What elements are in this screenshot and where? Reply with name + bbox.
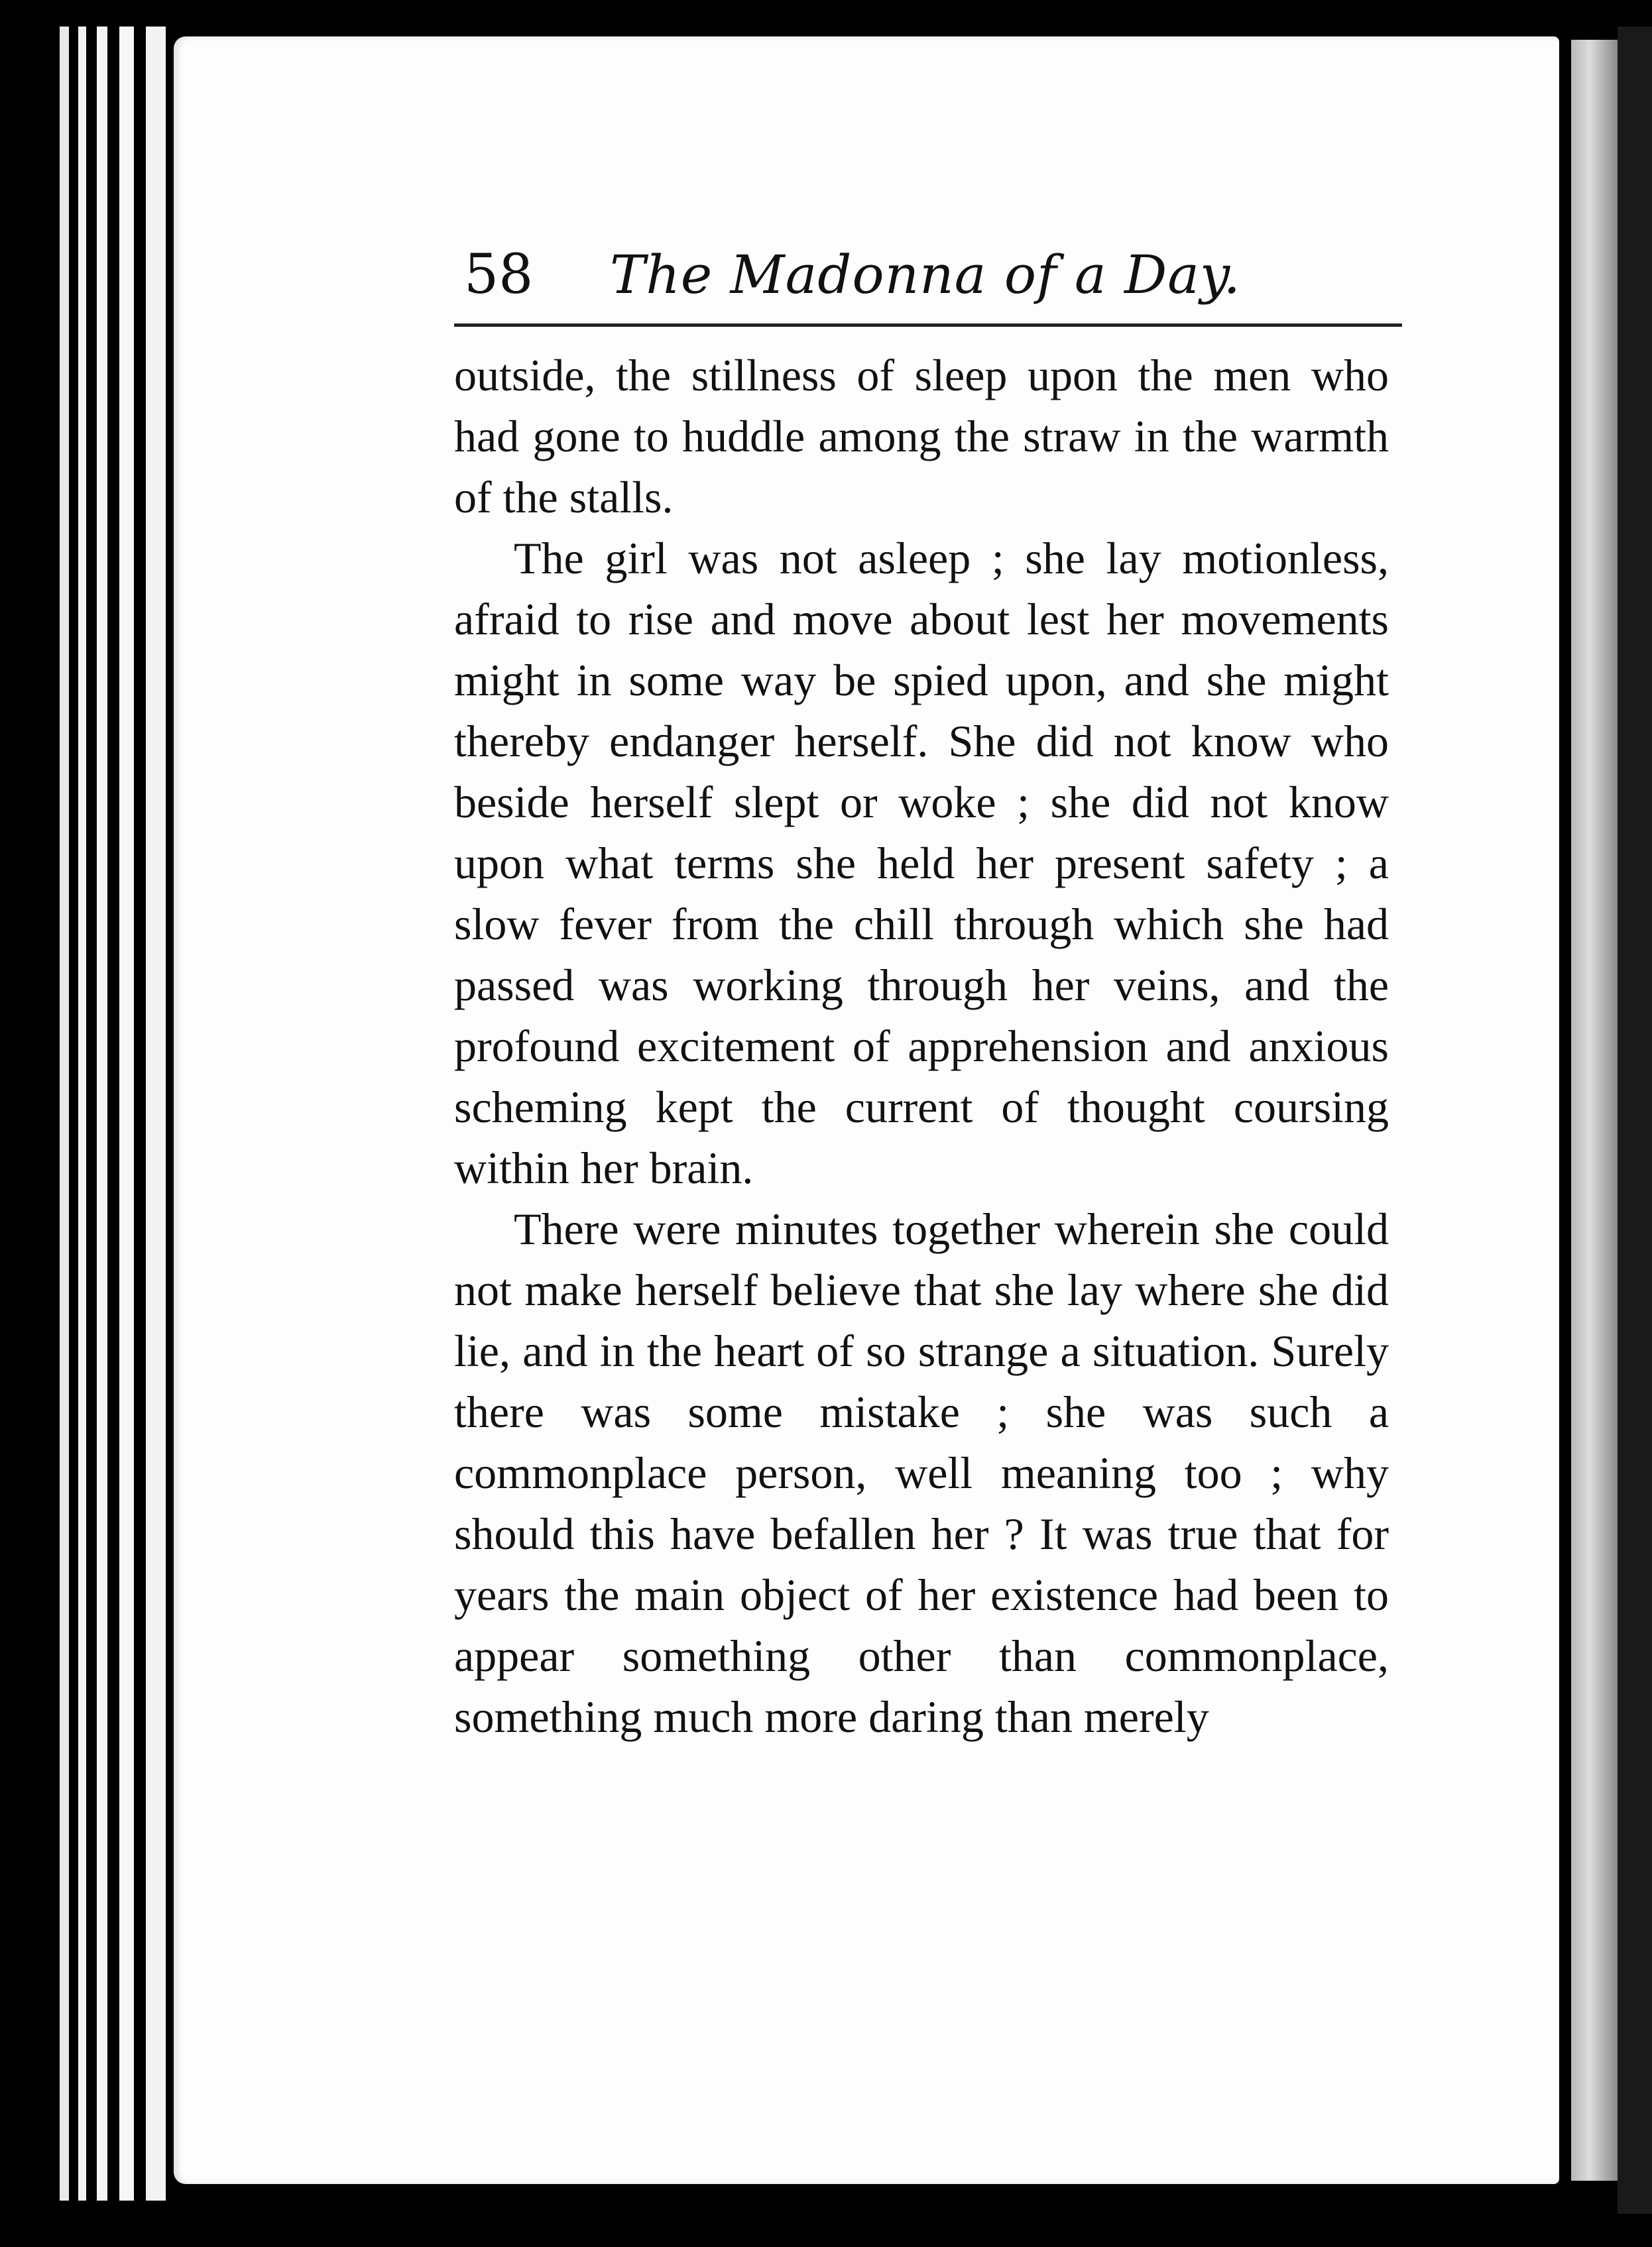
running-head: The Madonna of a Day. <box>610 244 1241 306</box>
paragraph: The girl was not asleep ; she lay motionless, afraid to rise and move about lest her movements might in some way be spied upon, and she might thereby endanger herself. She did not know who beside herself slept or woke ; she did not know upon what terms she held her present safety ; a slow fever from the chill through which she had passed was working through her veins, and the profound excitement of apprehension and anxious scheming kept the current of thought coursing within her brain. <box>454 533 1389 1193</box>
page-header <box>464 239 1399 312</box>
paragraph: There were minutes together wherein she could not make herself believe that she lay where she did lie, and in the heart of so strange a situation. Surely there was some mistake ; she was such a commonplace person, well meaning too ; why should this have befallen her ? It was true that for years the main object of her existence had been to appear something other than commonplace, something much more daring than merely <box>454 1204 1389 1742</box>
page-edge <box>78 27 86 2201</box>
page-edge <box>146 27 166 2201</box>
page-edge <box>60 27 69 2201</box>
page-edge <box>97 27 107 2201</box>
header-rule <box>454 323 1402 327</box>
page-number: 58 <box>464 243 534 306</box>
page-edge <box>119 27 134 2201</box>
next-page-edge <box>1571 40 1618 2181</box>
scan-border <box>1618 27 1652 2214</box>
paragraph: outside, the stillness of sleep upon the men who had gone to huddle among the straw in the warmth of the stalls. <box>454 350 1389 522</box>
page-body <box>454 345 1389 1747</box>
